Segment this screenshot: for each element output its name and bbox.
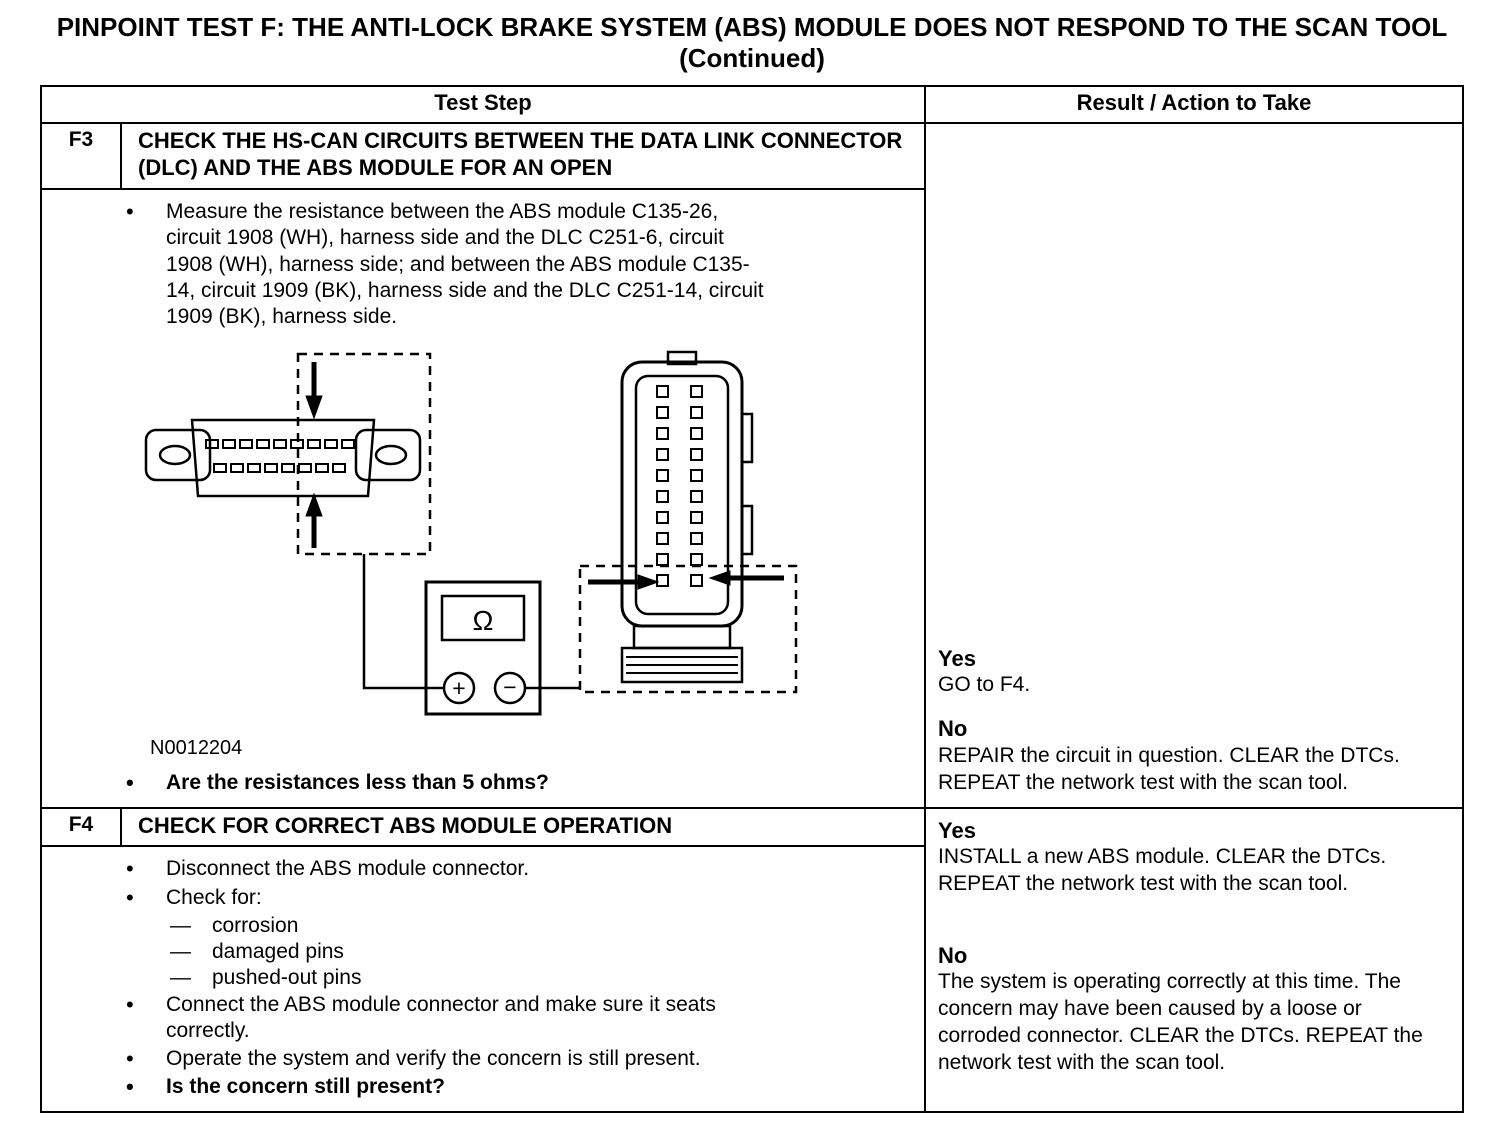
f4-instruction-list bbox=[124, 856, 908, 911]
ohmmeter-positive-lead bbox=[364, 554, 443, 688]
f4-step-title: CHECK FOR CORRECT ABS MODULE OPERATION bbox=[138, 812, 673, 838]
f4-question: • Is the concern still present? bbox=[124, 1074, 789, 1100]
f3-result-yes bbox=[938, 645, 1448, 699]
column-header-result: Result / Action to Take bbox=[1076, 90, 1312, 116]
f3-instruction-list bbox=[124, 199, 908, 330]
f4-step-id: F4 bbox=[42, 809, 122, 846]
page-title: PINPOINT TEST F: THE ANTI-LOCK BRAKE SYSTEM (ABS) MODULE DOES NOT RESPOND TO THE SCAN TOOL (Continued) bbox=[56, 12, 1448, 73]
f4-instruction-disconnect: • Disconnect the ABS module connector. bbox=[124, 856, 789, 882]
table-header-row bbox=[42, 87, 1462, 124]
f4-result-no bbox=[938, 942, 1448, 1077]
f4-no-label: No bbox=[938, 942, 968, 968]
f3-yes-label: Yes bbox=[938, 645, 976, 671]
f3-step-title: CHECK THE HS-CAN CIRCUITS BETWEEN THE DATA LINK CONNECTOR (DLC) AND THE ABS MODULE FOR AN OPEN bbox=[138, 128, 903, 181]
dlc-probe-arrows bbox=[306, 362, 322, 548]
ohm-symbol: Ω bbox=[472, 605, 494, 637]
f4-check-sub-list bbox=[166, 913, 908, 992]
f3-instruction: • Measure the resistance between the ABS module C135-26, circuit 1908 (WH), harness side and the DLC C251-6, circuit 1908 (WH), harness side; and between the ABS module C135-14, circuit 1909 (BK), harness side and the DLC C251-14, circuit 1909 (BK), harness side. bbox=[124, 199, 774, 330]
f3-question-list bbox=[124, 770, 908, 796]
f4-yes-label: Yes bbox=[938, 817, 976, 843]
abs-connector-pins bbox=[657, 386, 702, 586]
test-step-row-f3 bbox=[42, 124, 1462, 808]
abs-module-connector bbox=[622, 352, 752, 682]
f3-result-cell bbox=[926, 124, 1462, 806]
f4-sub-pushed-out-pins: — pushed-out pins bbox=[166, 965, 908, 991]
f4-test-step-cell bbox=[42, 809, 926, 1111]
f4-result-yes bbox=[938, 817, 1448, 898]
figure-reference-number: N0012204 bbox=[150, 737, 243, 760]
f3-no-label: No bbox=[938, 716, 968, 742]
f3-test-step-cell bbox=[42, 124, 926, 806]
f4-result-cell bbox=[926, 809, 1462, 1111]
f4-instruction-check-for: • Check for: bbox=[124, 885, 789, 911]
f4-no-action: The system is operating correctly at this time. The concern may have been caused by a loose or corroded connector. CLEAR the DTCs. REPEAT the network test with the scan tool. bbox=[938, 970, 1423, 1074]
f4-sub-corrosion: — corrosion bbox=[166, 913, 908, 939]
ohmmeter bbox=[426, 582, 540, 714]
dlc-pins bbox=[206, 440, 354, 472]
f4-step-header bbox=[42, 809, 924, 848]
resistance-test-figure bbox=[128, 346, 908, 735]
abs-probe-arrows bbox=[588, 571, 784, 589]
f4-step-body bbox=[42, 847, 924, 1110]
f4-sub-damaged-pins: — damaged pins bbox=[166, 939, 908, 965]
test-step-row-f4 bbox=[42, 809, 1462, 1111]
f4-instruction-list-2 bbox=[124, 992, 908, 1101]
dlc-connector bbox=[146, 420, 420, 496]
f3-yes-action: GO to F4. bbox=[938, 673, 1031, 697]
f3-question: • Are the resistances less than 5 ohms? bbox=[124, 770, 908, 796]
pinpoint-test-table bbox=[40, 85, 1464, 1112]
f4-instruction-operate: • Operate the system and verify the concern is still present. bbox=[124, 1046, 789, 1072]
f4-yes-action: INSTALL a new ABS module. CLEAR the DTCs. REPEAT the network test with the scan tool. bbox=[938, 845, 1387, 895]
f4-instruction-connect: • Connect the ABS module connector and make sure it seats correctly. bbox=[124, 992, 789, 1045]
f3-step-body bbox=[42, 190, 924, 807]
f3-result-no bbox=[938, 715, 1448, 796]
f3-step-header bbox=[42, 124, 924, 190]
f3-no-action: REPAIR the circuit in question. CLEAR the DTCs. REPEAT the network test with the scan tool. bbox=[938, 743, 1400, 794]
dlc-probe-dashed-box bbox=[298, 354, 430, 554]
wiring-diagram bbox=[128, 346, 844, 730]
negative-terminal-symbol: − bbox=[503, 674, 517, 701]
positive-terminal-symbol: + bbox=[452, 675, 466, 702]
f3-step-id: F3 bbox=[42, 124, 122, 188]
column-header-test-step: Test Step bbox=[42, 87, 926, 122]
